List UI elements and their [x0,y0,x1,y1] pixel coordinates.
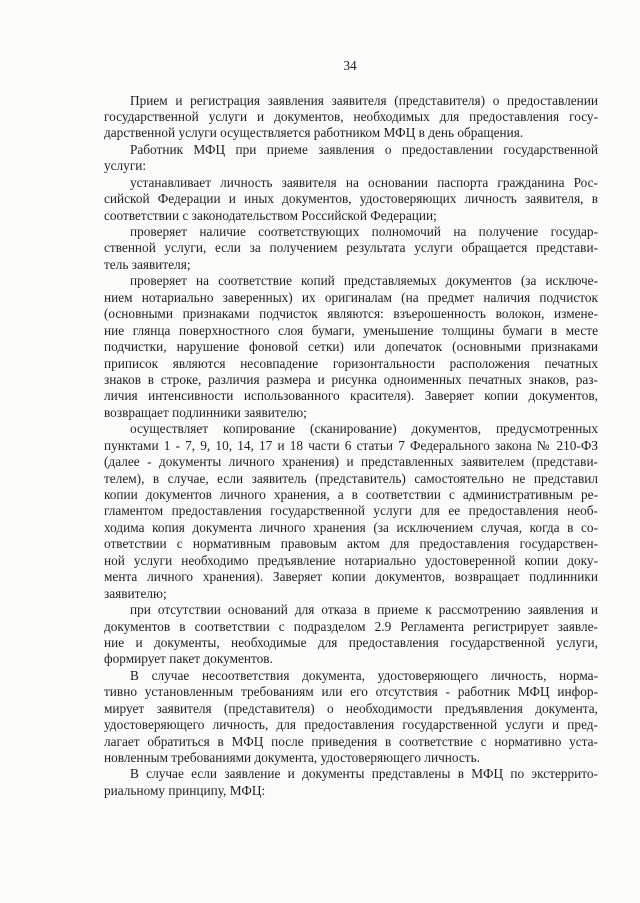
paragraph [104,668,598,767]
paragraph-line: тивно установленным требованиям или его отсутствия - работник МФЦ инфор- [104,684,598,700]
paragraph [104,224,598,273]
paragraph-line: удостоверяющего личность, для предоставления государственной услуги и пред- [104,717,598,733]
paragraph-line: ственной услуги, если за получением результата услуги обращается представи- [104,240,598,256]
paragraph-line: ходима копия документа личного хранения (за исключением случая, когда в со- [104,519,598,535]
paragraph-line: дарственной услуги осуществляется работником МФЦ в день обращения. [104,125,524,141]
paragraph-line: личия интенсивности использованного красителя). Заверяет копии документов, [104,388,598,404]
paragraph-line: новленным требованиями документа, удостоверяющего личность. [104,750,480,765]
paragraph-line: (далее - документы личного хранения) и представленных заявителем (представи- [104,454,598,470]
paragraph-line: приписок являются несовпадение горизонтальности расположения печатных [104,355,598,371]
paragraph [104,421,598,602]
paragraph-line: заявителю; [104,585,167,601]
paragraph-line: государственной услуги и документов, необходимых для предоставления госу- [104,108,598,124]
paragraph-line: соответствии с законодательством Российской Федерации; [104,207,437,223]
paragraph-line: нием нотариально заверенных) их оригиналам (на предмет наличия подчисток [104,289,598,305]
paragraph-line: Работник МФЦ при приеме заявления о предоставлении государственной [130,141,598,157]
paragraph [104,93,598,142]
paragraph-line: знаков в строке, различия размера и рисунка одноименных печатных знаков, раз- [104,371,598,387]
document-body [104,93,598,800]
paragraph-line: проверяет наличие соответствующих полномочий на получение государ- [130,224,598,239]
paragraph [104,273,598,421]
paragraph-line: услуги: [104,158,147,174]
paragraph [104,766,598,799]
paragraph-line: проверяет на соответствие копий представляемых документов (за исключе- [130,273,598,289]
paragraph [104,142,598,175]
paragraph-line: документов в соответствии с подразделом 2.9 Регламента регистрирует заявле- [104,618,598,634]
paragraph-line: формирует пакет документов. [104,651,273,667]
paragraph-line: телем), в случае, если заявитель (представитель) самостоятельно не представил [104,470,598,486]
paragraph-line: осуществляет копирование (сканирование) документов, предусмотренных [130,421,598,437]
paragraph-line: ние глянца поверхностного слоя бумаги, уменьшение толщины бумаги в месте [104,322,598,338]
paragraph-line: тель заявителя; [104,256,191,272]
paragraph-line: ной услуги необходимо предъявление нотариально удостоверенной копии доку- [104,552,598,568]
paragraph-line: гламентом предоставления государственной услуги для ее предоставления необ- [104,503,598,519]
paragraph-line: устанавливает личность заявителя на основании паспорта гражданина Рос- [130,174,598,190]
paragraph-line: В случае если заявление и документы представлены в МФЦ по экстеррито- [130,766,598,782]
paragraph-line: мирует заявителя (представителя) о необходимости предъявления документа, [104,700,598,716]
paragraph-line: Прием и регистрация заявления заявителя (представителя) о предоставлении [130,92,598,108]
paragraph-line: риальному принципу, МФЦ: [104,782,266,798]
paragraph [104,175,598,224]
paragraph-line: В случае несоответствия документа, удостоверяющего личность, норма- [130,667,598,683]
paragraph-line: лагает обратиться в МФЦ после приведения в соответствие с нормативно уста- [104,733,598,749]
paragraph-line: мента личного хранения). Заверяет копии документов, возвращает подлинники [104,569,598,585]
paragraph-line: возвращает подлинники заявителю; [104,404,307,420]
paragraph [104,602,598,668]
paragraph-line: ние и документы, необходимые для предоставления государственной услуги, [104,634,598,650]
paragraph-line: при отсутствии оснований для отказа в приеме к рассмотрению заявления и [130,602,598,618]
paragraph-line: копии документов личного хранения, а в соответствии с административным ре- [104,487,598,502]
paragraph-line: пунктами 1 - 7, 9, 10, 14, 17 и 18 части 6 статьи 7 Федерального закона № 210-ФЗ [104,437,598,453]
paragraph-line: подчистки, нарушение фоновой сетки) или допечаток (основными признаками [104,339,598,355]
paragraph-line: ответствии с нормативным правовым актом для предоставления государствен- [104,536,598,552]
page-number: 34 [343,58,357,73]
paragraph-line: сийской Федерации и иных документов, удостоверяющих личность заявителя, в [104,191,598,207]
paragraph-line: (основными признаками подчисток являются: взъерошенность волокон, измене- [104,306,598,322]
